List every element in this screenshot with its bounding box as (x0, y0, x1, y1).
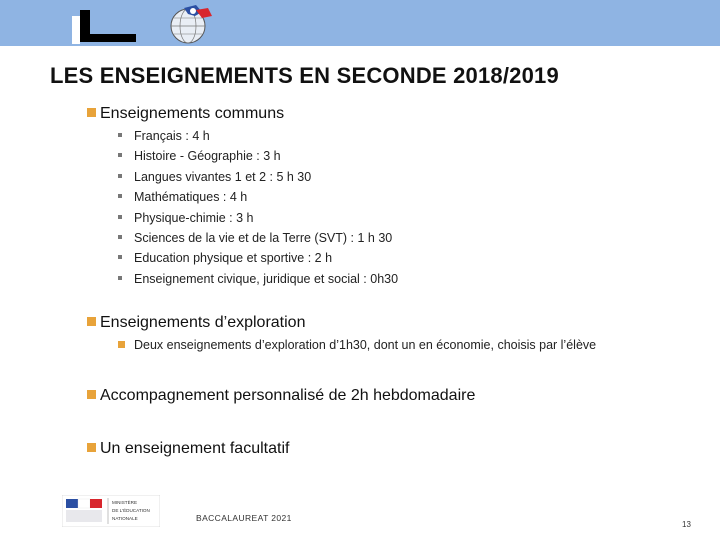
bullet-icon (118, 255, 122, 259)
list-item: Mathématiques : 4 h (118, 189, 398, 209)
bullet-icon (118, 153, 122, 157)
section-label: Enseignements communs (100, 105, 285, 122)
list-item: Langues vivantes 1 et 2 : 5 h 30 (118, 169, 398, 189)
list-item: Education physique et sportive : 2 h (118, 250, 398, 270)
section-label: Un enseignement facultatif (100, 440, 290, 457)
list-item: Histoire - Géographie : 3 h (118, 148, 398, 168)
square-bullet-icon (118, 341, 125, 348)
ministry-line-1: MINISTÈRE (112, 500, 138, 505)
bullet-icon (118, 194, 122, 198)
globe-logo-icon (162, 2, 218, 46)
square-bullet-icon (87, 443, 96, 452)
page-title: LES ENSEIGNEMENTS EN SECONDE 2018/2019 (50, 63, 559, 88)
bullet-icon (118, 133, 122, 137)
academy-logo (72, 10, 134, 44)
section-label: Accompagnement personnalisé de 2h hebdomadaire (100, 387, 476, 404)
page-number: 13 (682, 520, 691, 529)
bullet-icon (118, 276, 122, 280)
section-common (87, 105, 284, 123)
bullet-icon (118, 215, 122, 219)
square-bullet-icon (87, 390, 96, 399)
section-exploration (87, 314, 305, 332)
footer-text: BACCALAUREAT 2021 (196, 513, 292, 523)
section-accompaniment (87, 387, 475, 405)
bullet-icon (118, 174, 122, 178)
bullet-icon (118, 235, 122, 239)
square-bullet-icon (87, 108, 96, 117)
ministry-line-3: NATIONALE (112, 516, 138, 521)
list-item: Physique-chimie : 3 h (118, 210, 398, 230)
ministry-logo (62, 495, 160, 527)
square-bullet-icon (87, 317, 96, 326)
exploration-item: Deux enseignements d’exploration d’1h30, dont un en économie, choisis par l’élève (118, 338, 596, 352)
list-item: Français : 4 h (118, 128, 398, 148)
common-items-list (118, 128, 398, 291)
ministry-line-2: DE L'ÉDUCATION (112, 508, 150, 513)
section-label: Enseignements d’exploration (100, 314, 306, 331)
list-item: Enseignement civique, juridique et social : 0h30 (118, 271, 398, 291)
list-item: Sciences de la vie et de la Terre (SVT) : 1 h 30 (118, 230, 398, 250)
section-optional (87, 440, 289, 458)
